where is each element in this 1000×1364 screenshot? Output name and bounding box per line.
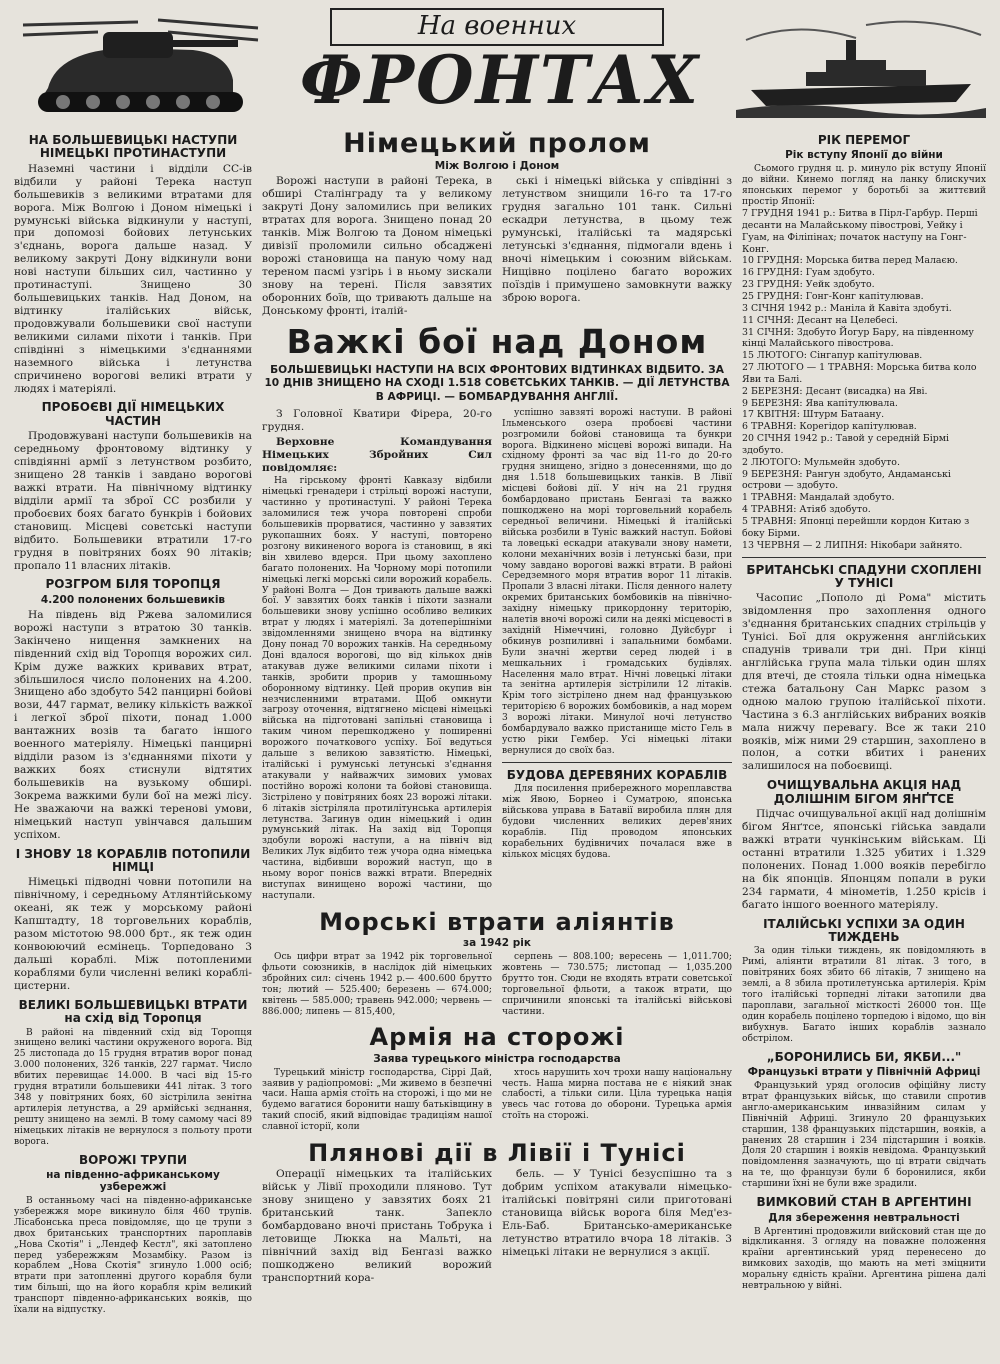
article-title: ВЕЛИКІ БОЛЬШЕВИЦЬКІ ВТРАТИ на схід від Торопця [18, 997, 248, 1026]
article-columns [262, 1068, 732, 1133]
article-body: Французький уряд оголосив офіційну листу втрат французьких військ, що ставили спротив англо-американським инвазійним силам у Північній Африці. Згинуло 20 французьких старшин, 138 французьких підстаршин, вояків, а ранених 28 старшин і 234 підстаршин і вояків. Доля 20 старшин і вояків невідома. Французький повідомлення зазначують, що ці втрати свідчать на те, що французи були б боронилися, якби старшини їхні не були вже зрадили. [742, 1081, 986, 1190]
timeline-entry: 9 БЕРЕЗНЯ: Рангун здобуто, Андаманські острови — здобуто. [742, 468, 951, 492]
article-columns [262, 1168, 732, 1286]
timeline-entry: 31 СІЧНЯ: Здобуто Йогур Бару, на південному кінці Малайського півострова. [742, 326, 974, 350]
timeline-entry: 25 ГРУДНЯ: Гонг-Конг капітулював. [742, 290, 924, 302]
article-body: Ось цифри втрат за 1942 рік торговельної фльоти союзників, в наслідок дій німецьких збройних сил: січень 1942 р.— 400.600 брутто тон; лютий — 525.400; березень — 674.000; квітень — 585.000; травень 942.000; червень — 886.000; липень — 815,400, [262, 951, 492, 1017]
article-title: БУДОВА ДЕРЕВЯНИХ КОРАБЛІВ [506, 767, 728, 782]
timeline-entry: 20 СІЧНЯ 1942 р.: Тавой у середній Бірмі здобуто. [742, 433, 949, 456]
article-columns [262, 952, 732, 1017]
article-title: НА БОЛЬШЕВИЦЬКІ НАСТУПИ НІМЕЦЬКІ ПРОТИНАСТУПИ [28, 133, 238, 161]
timeline-entry: 7 ГРУДНЯ 1941 р.: Битва в Пірл-Гарбур. Перші десанти на Малайському півострові, Уейку і Гуам, на Філіпінах; початок наступу на Гонг-Конг. [742, 208, 978, 255]
article-body: Ворожі наступи в районі Терека, в обширі Сталінграду та у великому закруті Дону заломились при великих втратах для ворога. Знищено понад 20 танків. Між Волгою та Доном німецькі дивізії проломили сильно обсаджені ворожі становища на паную чому над тереном пасмі узгірь і в ньому зискали знову на терені. Після завзятих оборонних боїв, що тривають дальше на Донському фронті, італій- [262, 175, 492, 317]
headline-lead: БОЛЬШЕВИЦЬКІ НАСТУПИ НА ВСІХ ФРОНТОВИХ ВІДТИНКАХ ВІДБИТО. ЗА 10 ДНІВ ЗНИЩЕНО НА СХОДІ 1.518 СОВЄТСЬКИХ ТАНКІВ. — ДІЇ ЛЕТУНСТВА В АФРИЦІ. — БОМБАРДУВАННЯ АНГЛІЇ. [264, 364, 730, 403]
timeline-entry: 16 ГРУДНЯ: Гуам здобуто. [742, 267, 875, 279]
article-title: РІК ПЕРЕМОГ [817, 133, 911, 147]
article-title: І ЗНОВУ 18 КОРАБЛІВ ПОТОПИЛИ НІМЦІ [15, 846, 251, 874]
article-body: В районі на південний схід від Торопця знищено великі частини окруженого ворога. Від 25 листопада до 15 грудня втратив ворог понад 3.000 полонених, 326 танків, 227 гармат. Число вбитих перевищає 14.000. В часі від 15-го грудня втратили большевики 441 літак. З того 348 у повітряних боях, 60 зістрілила зенітна артилерія летунства, а 29 армійські зєднання, решту знищено на землі. В тому самому часі 89 німецьких літаків не вернулося з польоту проти ворога. [14, 1027, 252, 1147]
article-body: серпень — 808.100; вересень — 1,011.700; жовтень — 730.575; листопад — 1,035.200 брутто тон. Сюди не входять втрати советської торговельної фльоти, а також втрати, що спричинили японські та італійські військові частини. [502, 951, 732, 1017]
timeline-entry: 13 ЧЕРВНЯ — 2 ЛИПНЯ: Нікобари зайнято. [742, 539, 963, 551]
timeline-entry: 1 ТРАВНЯ: Мандалай здобуто. [742, 492, 895, 504]
article-body: Часопис „Пополо ді Рома" містить звідомлення про захоплення одного з'єднання британських спадних стрільців у Тунісі. Бої для окруження англійських спадунів тривали три дні. При кінці англійська група мала тільки один шлях для втечі, де стояла тільки одна німецька стежа батальону Сан Маркс разом з одною малою групою італійської піхоти. Частина з 6.3 англійських вибраних вояків мала нижчу перевагу. Все ж таки 210 вояків, між ними 29 старшин, захоплено в полон, а сотки вбитих і ранених залишилося на побоєвищі. [742, 592, 986, 773]
timeline-entry: 23 ГРУДНЯ: Уейк здобуто. [742, 279, 875, 291]
divider [742, 557, 986, 558]
article-body: За один тільки тиждень, як повідомляють в Римі, аліянти втратили 81 літак. З того, в повітряних боях збито 66 літаків, 7 знищено на землі, а 8 збила протилетунська артилерія. Крім того італійські торпедні літаки затопили два пароплави, загальної місткості 26000 тон. Ще один корабель поцілено торпедою і відомо, що він вибухнув. Багато інших кораблів зазнало обстрілом. [742, 946, 986, 1044]
article-title: БРИТАНСЬКІ СПАДУНИ СХОПЛЕНІ У ТУНІСІ [746, 562, 982, 590]
timeline-entry: 17 КВІТНЯ: Штурм Батаану. [742, 409, 885, 421]
article-body: хтось нарушить хоч трохи нашу національну честь. Наша мирна постава не є ніякий знак слабості, а тільки сили. Ціла турецька нація увесь час готова до оборони. Турецька армія стоїть на сторожі. [502, 1067, 732, 1122]
tank-illustration [18, 10, 263, 118]
article-body: Наземні частини і відділи СС-ів відбили у районі Терека наступ большевиків з великими втратами для ворога. Між Волгою і Доном німецькі і румунські війська відкинули у наступі, при допомозі бойових летунських з'єднань, ворога дальше назад. У великому закруті Дону відкинули вони нові наступи більших сил, частинно у протинаступі. Знищено 30 большевицьких танків. Над Доном, на відтинку італійських військ, продовжували большевики свої наступи великими силами піхоти і танків. При співдінні з німецькими з'єднаннями наземного війська і летунства спричинено ворогові великі втрати у людях і матеріялі. [14, 162, 252, 395]
article-title: ОЧИЩУВАЛЬНА АКЦІЯ НАД ДОЛІШНІМ БІГОМ ЯНҐТСЕ [766, 778, 962, 806]
article-body: Для посилення прибережного мореплавства між Явою, Борнео і Суматрою, японська військова управа в Батавії виробила плян для будови численних великих дерев'яних кораблів. Під проводом японських корабельних будівничих почалася вже в кількох місцях будова. [502, 784, 732, 860]
article-subtitle: на південно-африканському узбережжі [46, 1168, 220, 1193]
headline-subtitle: за 1942 рік [463, 936, 531, 949]
article-subtitle: Рік вступу Японії до війни [785, 149, 943, 162]
article-title: ВИМКОВИЙ СТАН В АРГЕНТИНІ [756, 1195, 972, 1210]
article-body: В Аргентині продовжили вийсковий стан ще до відкликання. З огляду на поважне положення країни аргентинський уряд перенесено до вимкових заходів, що мають на меті зміцнити моральну єдність країни. Аргентина рішена далі невтральною у війні. [742, 1226, 986, 1292]
article-title: РОЗГРОМ БІЛЯ ТОРОПЦЯ [45, 577, 221, 592]
left-column [14, 128, 252, 1360]
headline: Морські втрати аліянтів [319, 907, 675, 936]
center-columns [262, 128, 732, 1360]
timeline-entry: 9 БЕРЕЗНЯ: Ява капітулювала. [742, 397, 898, 409]
headline: Армія на сторожі [369, 1023, 625, 1052]
timeline-entry: 4 ТРАВНЯ: Атіяб здобуто. [742, 504, 871, 516]
timeline-entry: 27 ЛЮТОГО — 1 ТРАВНЯ: Морська битва коло Яви та Балі. [742, 362, 977, 385]
timeline-entry: 2 БЕРЕЗНЯ: Десант (висадка) на Яві. [742, 385, 928, 397]
article-body: ські і німецькі війська у співдінні з летунством знищили 16-го та 17-го грудня загально 101 танк. Сильні ескадри летунства, в цьому теж румунські, італійські та мадярські летунські з'єднання, підмогали вдень і вночі німецьким і союзним військам. Нищівно поцілено багато ворожих поїздів і примушено замовкнути важку зброю ворога. [502, 175, 732, 304]
timeline-entry: 15 ЛЮТОГО: Сінгапур капітулював. [742, 350, 923, 362]
divider [502, 762, 732, 763]
article-subtitle: Для збереження невтральності [768, 1211, 960, 1224]
article-body: успішно завзяті ворожі наступи. В районі Ільменського озера пробоєві частини розгромили бойові становища та бункри ворога. Відкинено місцеві ворожі випади. На східному фронті за час від 11-го до 20-го грудня знищено, згідно з донесеннями, що до дня 1.518 большевицьких танків. В Лівії місцеві бойові дії. У ніч на 21 грудня бомбардовано пристань Бенгазі та важко пошкоджено на морі торговельний корабель середньої величини. Німецькі й італійські війська розбили в Туніс важкий наступ. Бойові та ловецькі ескадри атакували знову намети, колони механічних возів і летунські бази, при чому завдано ворогові важкі втрати. В районі Середземного моря втратив ворог 11 літаків. Пропали 3 власні літаки. Після денного налету окремих британських бомбовиків на північно-західну німецьку прикордонну територію, налетів вночі ворожі сили на деякі місцевості в західній Німеччині, головно Дуйсбург і обкинув розпиливні і запальними бомбами. Були значні жертви серед людей і в мешкальних і громадських будівлях. Населення мало втрат. Нічні ловецькі літаки та зенітна артилерія зістрілили 12 літаків. Крім того зістрілено днем над французькою територією 6 ворожих бомбовиків, а над морем 3 ворожі літаки. Минулої ночі летунство бомбардувало важко пристанище місто Гель в устю ріки Гембер. Усі німецькі літаки вернулися до своїх баз. [502, 407, 732, 756]
article-title: ІТАЛІЙСЬКІ УСПІХИ ЗА ОДИН ТИЖДЕНЬ [763, 916, 965, 944]
article-columns [262, 408, 732, 902]
masthead-subtitle: На военних [330, 8, 664, 46]
timeline-entry: 6 ТРАВНЯ: Корегідор капітулював. [742, 421, 917, 433]
article-body: На південь від Ржева заломилися ворожі наступи з втратою 30 танків. Закінчено нищення замкнених на південний схід від Торопця ворожих сил. Крім дуже важких кривавих втрат, збільшилося число полонених на 4.200. Знищено або здобуто 542 панцирні бойові вози, 447 гармат, велику кількість важкої і легкої зброї піхоти, понад 1.000 вантажних возів та багато іншого военного матеріялу. Німецькі панцирні відділи разом із з'єднаннями піхоти у важких боях стиснули відтятих большевиків на вузькому обширі. Зокрема важкими були бої на межі лісу. Не зважаючи на важкі теренові умови, німецький наступ увінчався дальшим успіхом. [14, 608, 252, 841]
timeline-entry: 2 ЛЮТОГО: Мульмейн здобуто. [742, 456, 900, 468]
article-body: Операції німецьких та італійських військ у Лівії проходили пляново. Тут знову знищено у завзятих боях 21 британський танк. Запекло бомбардовано вночі пристань Тобрука і летовище Люкка на Мальті, на північний захід від Бенгазі важко пошкоджено великий ворожий транспортний кора- [262, 1168, 492, 1284]
article-body: Підчас очищувальної акції над долішнім бігом Янґтсе, японські гійська завдали важкі втрати чункінським військам. Ці останні втратили 1.325 убитих і 1.329 полонених. Понад 1.000 вояків перебігло на бік японців. Японцям попали в руки 234 гармати, 4 мінометів, 1.250 крісів і багато іншого военного матеріялу. [742, 808, 986, 911]
article-title: ПРОБОЄВІ ДІЇ НІМЕЦЬКИХ ЧАСТИН [41, 400, 225, 428]
article-body: Німецькі підводні човни потопили на північному, і середньому Атлянтійському океані, як теж у морському районі Капштадту, 18 торговельних кораблів, разом містотою 98.000 брт., як теж один конвоюючий есмінець. Торпедовано 3 дальші кораблі. Між потопленими кораблями були численні великі кораблі-цистерни. [14, 876, 252, 992]
timeline-entry: 5 ТРАВНЯ: Японці перейшли кордон Китаю з боку Бірми. [742, 516, 970, 539]
article-body: В останньому часі на південно-африканське узбережжя море викинуло біля 460 трупів. Лісабонська преса повідомляє, що це трупи з двох британських транспортних пароплавів „Нова Скотія" і „Лендеф Кестл", які затоплено перед узбережжям Мозамбіку. Разом із кораблем „Нова Скотія" згинуло 1.000 осіб; втрати при затопленні другого корабля були тим більші, що на його корабля крім великий транспорт південно-африканських вояків, що їхали на відпустку. [14, 1195, 252, 1316]
headline-subtitle: Між Волгою і Доном [434, 160, 560, 173]
intro: Верховне Командування Німецьких Збройних Сил повідомляє: [262, 435, 492, 474]
article-body: Продовжувані наступи большевиків на середньому фронтовому відтинку у співдіянні армії з летунством розбито, знищено 28 танків і завдано ворогові важкі втрати. На північному відтинку відділи армії та зброї СС розбили у пробоєвих боях багато бункрів і бойових становищ. Місцеві совєтські наступи відбито. Большевики втратили 17-го грудня в повітряних боях 90 літаків; пропало 11 власних літаків. [14, 430, 252, 572]
article-body: На гірському фронті Кавказу відбили німецькі гренадери і стрільці ворожі наступи, частинно у протинаступі. У районі Терека заломилися теж учора повторені спроби большевиків прорватися, частинно у завзятих рукопашних боях. У наступі, повторено розгону викиненого ворога із становищ, в які він хвилево вдерся. При цьому захоплено багато полонених. На Чорному морі потопили німецькі легкі морські сили ворожий корабель. У районі Волга — Дон тривають дальше важкі бої. У завзятих боях танків і піхоти зазнали большевики знову успішно особливо великих втрат у людях і матеріялі. За дотеперішніми звідомленнями знищено вчора на відтинку Дону понад 70 ворожих танків. На середньому Доні вдалося ворогові, що від кількох днів атакував дуже великими силами піхоти і танків, зробити прорив у тамошньому оборонному відтинку. Цей прорив окупив він незчисленними втратами. Щоб омкнути загрозу оточення, відтягнено місцеві німецькі війська на підготовані запільні становища і таким чином перешкоджено у поширенні ворожого початкового успіху. Бої ведуться дальше з великою завзятістю. Німецькі, італійські і румунські летунські з'єднання атакували у найважчих зимових умовах постійно ворожі колони та бойові становища. Зістрілено у повітряних боях 23 ворожі літаки. 6 літаків зістріляла протилітунська артилерія летунства. Загинув один німецький і один румунський літак. На захід від Торопця здобули ворожі наступи, а на північ від Великих Лук відбито теж учора одна німецька частина, відбивши ворожий наступ, що в ньому ворог понісв важкі втрати. Впередніх виступах винищено ворожі частини, що наступали. [262, 476, 492, 901]
article-title: ВОРОЖІ ТРУПИ [79, 1152, 187, 1167]
article-body: Сьомого грудня ц. р. минуло рік вступу Японії до війни. Кинемо погляд на ланку блискучих японських перемог у боротьбі за життєвий простір Японії: [742, 164, 986, 208]
dateline: З Головної Кватири Фірера, 20-го грудня. [262, 407, 492, 433]
article-columns [262, 175, 732, 319]
warship-illustration [736, 10, 986, 118]
timeline-list [742, 208, 986, 551]
headline: Німецький пролом [343, 128, 651, 159]
right-column [742, 128, 986, 1360]
timeline-entry: 10 ГРУДНЯ: Морська битва перед Малаєю. [742, 255, 958, 267]
article-subtitle: 4.200 полонених большевиків [40, 593, 226, 606]
timeline-entry: 3 СІЧНЯ 1942 р.: Маніла й Кавіта здобуті. [742, 302, 952, 314]
headline-subtitle: Заява турецького міністра господарства [373, 1052, 621, 1065]
headline: Важкі бої над Доном [286, 322, 708, 362]
masthead-title: ФРОНТАХ [299, 41, 701, 119]
article-subtitle: Французькі втрати у Північній Африці [747, 1066, 981, 1079]
article-body: бель. — У Тунісі безуспішно та з добрим успіхом атакували німецько-італійські повітряні сили приготовані становища військ ворога біля Мед'ез-Ель-Баб. Британсько-американське летунство втратило вчора 18 літаків. 3 німецькі літаки не вернулися з акції. [502, 1168, 732, 1258]
article-title: „БОРОНИЛИСЬ БИ, ЯКБИ..." [766, 1049, 962, 1064]
timeline-entry: 11 СІЧНЯ: Десант на Целебесі. [742, 314, 898, 326]
article-body: Турецький міністр господарства, Сіррі Дай, заявив у радіопромові: „Ми живемо в безпечні часи. Наша армія стоїть на сторожі, і що ми не будемо вагатися боронити нашу батьківщину в такий спосіб, який відповідає традиціям нашої славної історії, коли [262, 1067, 492, 1133]
headline: Плянові дії в Лівії і Тунісі [308, 1139, 686, 1168]
masthead [0, 0, 1000, 128]
